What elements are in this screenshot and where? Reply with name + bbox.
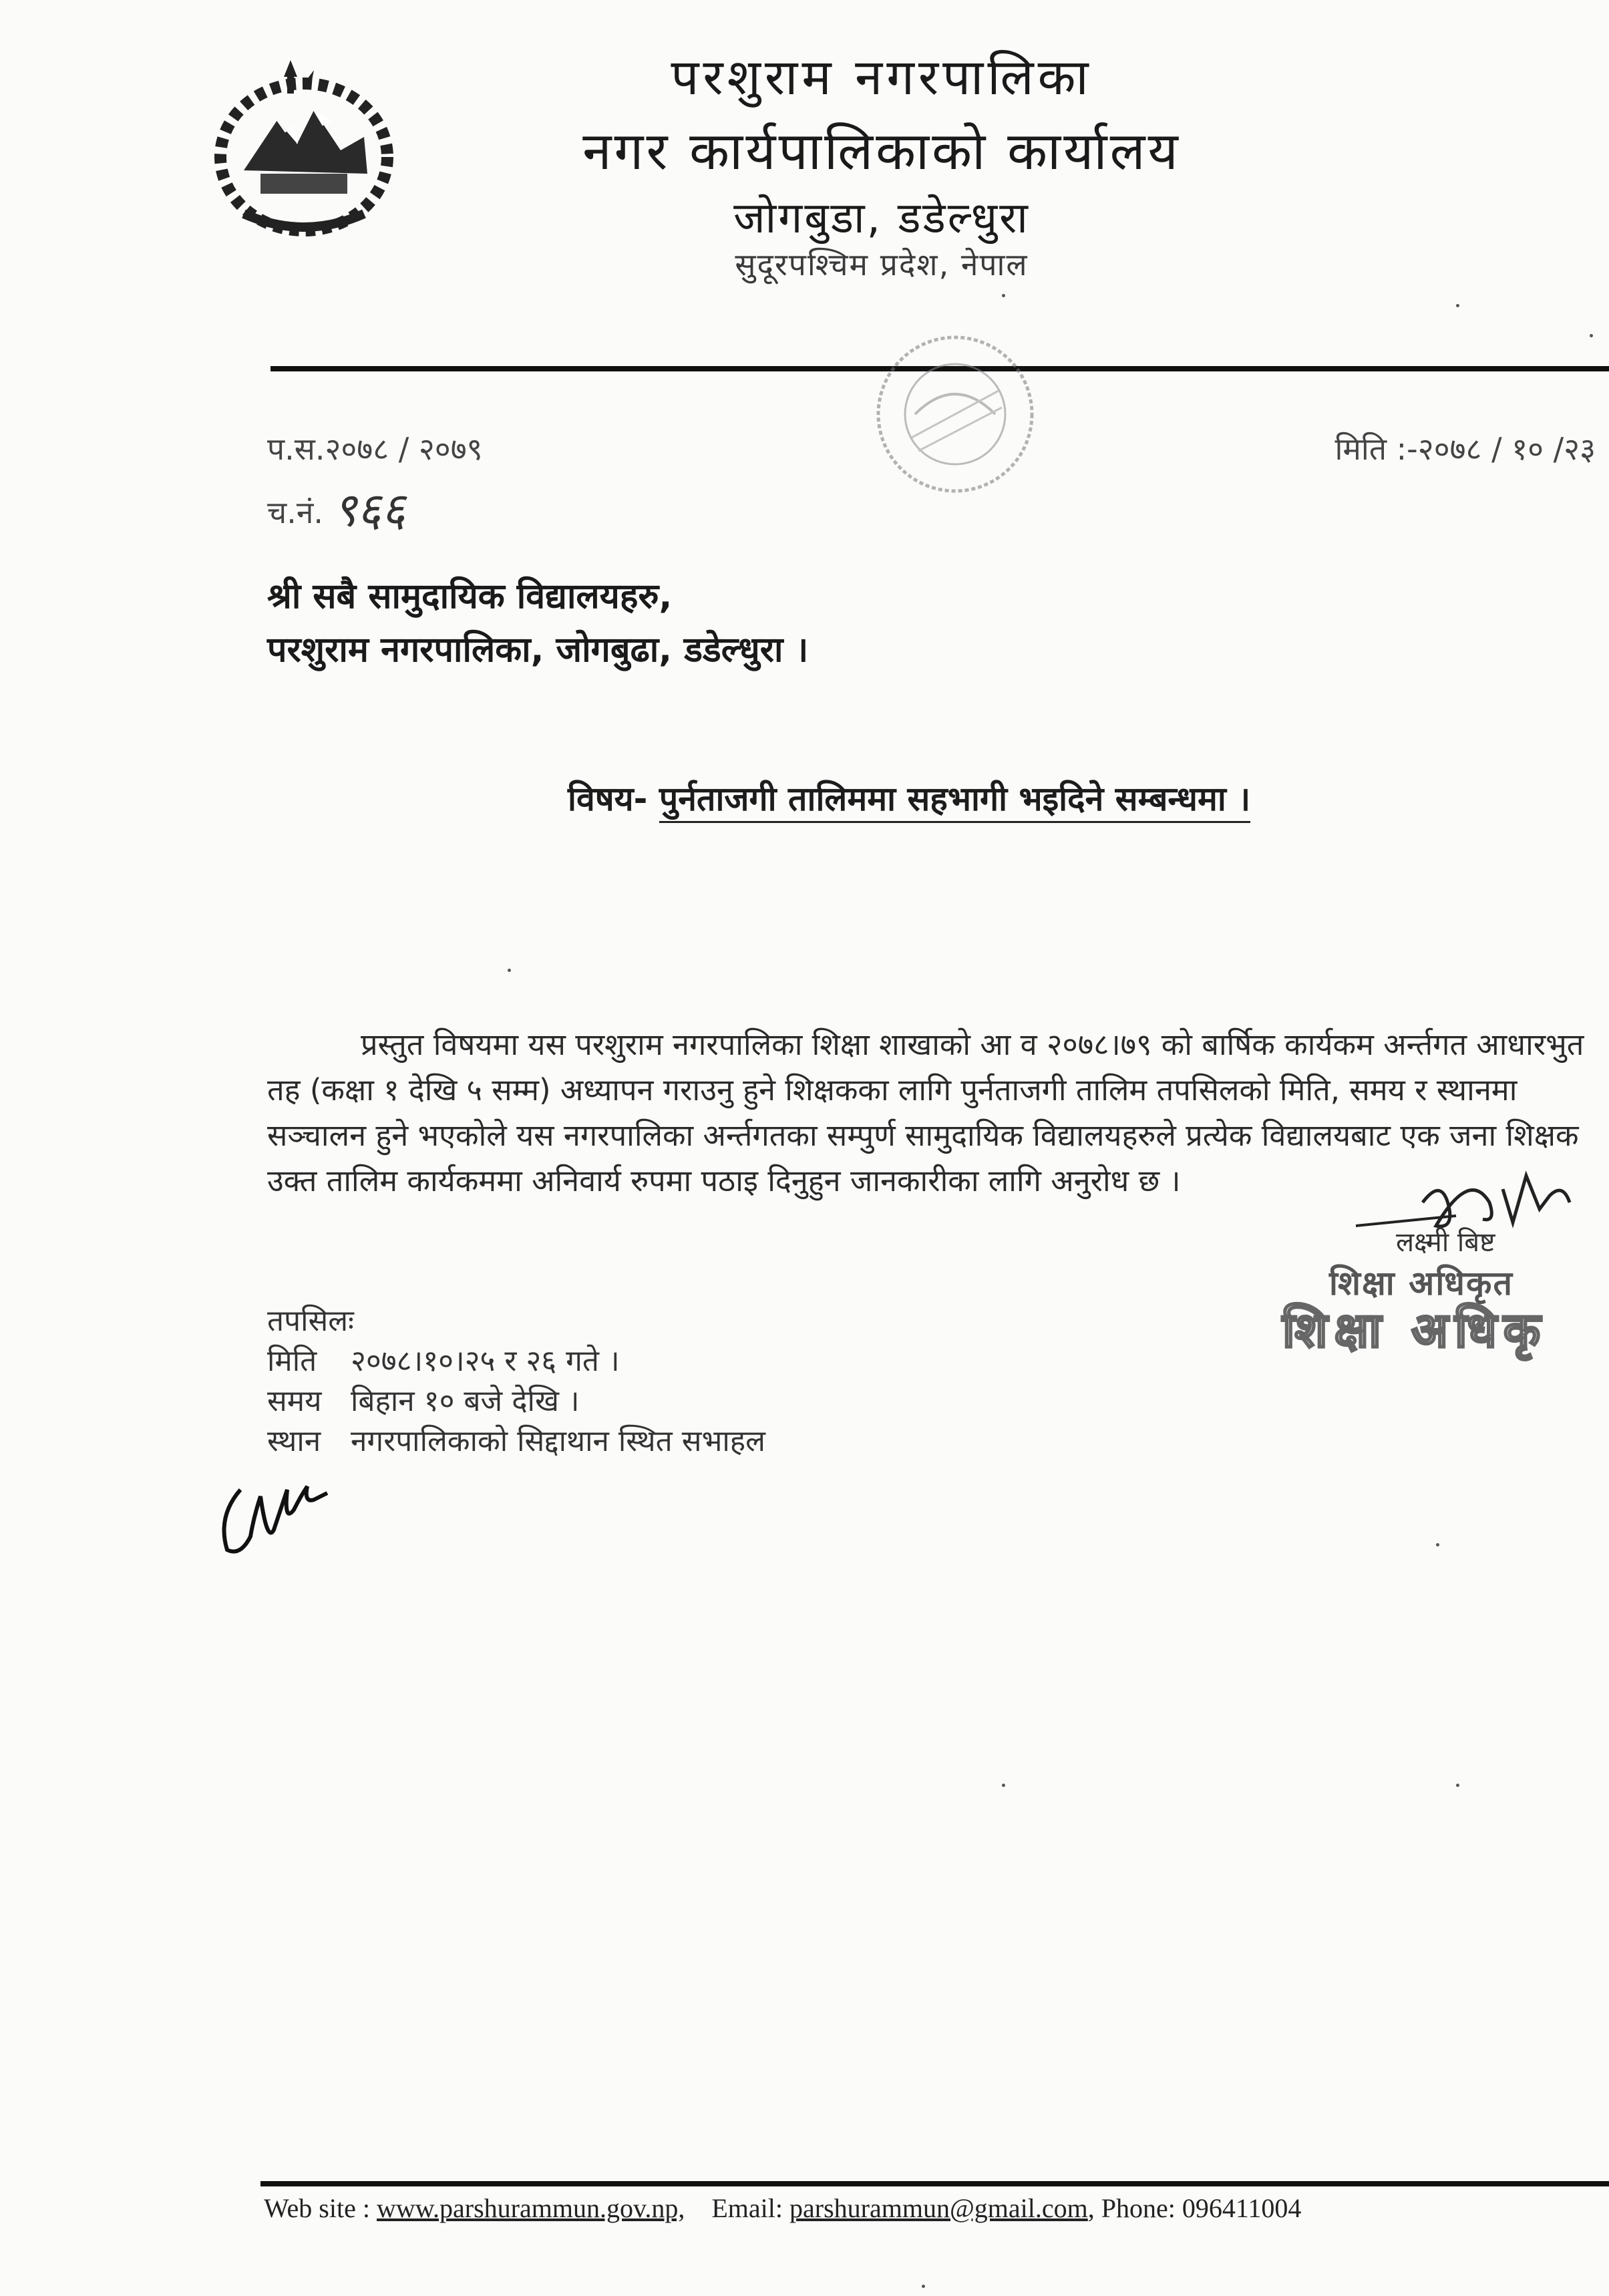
details-title: तपसिलः — [267, 1304, 354, 1338]
office-location: जोगबुडा, डडेल्धुरा — [733, 194, 1030, 243]
subject-label: विषय- — [568, 780, 648, 818]
office-province: सुदूरपश्चिम प्रदेश, नेपाल — [735, 247, 1029, 283]
email-link[interactable]: parshurammun@gmail.com — [789, 2193, 1088, 2223]
details-row-venue — [267, 1420, 765, 1460]
office-name: परशुराम नगरपालिका — [671, 49, 1093, 106]
footer-contact — [264, 2192, 1301, 2224]
dispatch-number — [267, 476, 405, 540]
designation-stamp: शिक्षा अधिकृ — [1282, 1302, 1548, 1358]
fiscal-year-ref: प.स.२०७८ / २०७९ — [267, 431, 483, 467]
recipient-line-1: श्री सबै सामुदायिक विद्यालयहरु, — [267, 577, 673, 617]
details-value: २०७८।१०।२५ र २६ गते । — [351, 1344, 620, 1378]
details-row-date — [267, 1339, 620, 1379]
office-seal-stamp-icon — [848, 314, 1062, 514]
office-subtitle: नगर कार्यपालिकाको कार्यालय — [582, 122, 1181, 182]
letter-date: मिति :-२०७८ / १० /२३ — [1334, 431, 1596, 467]
letter-body-text: प्रस्तुत विषयमा यस परशुराम नगरपालिका शिक्षा शाखाको आ व २०७८।७९ को बार्षिक कार्यकम अर्न्तगत आधारभुत तह (कक्षा १ देखि ५ सम्म) अध्यापन गराउनु हुने शिक्षकका लागि पुर्नताजगी तालिम तपसिलको मिति, समय र स्थानमा सञ्चालन हुने भएकोले यस नगरपालिका अर्न्तगतका सम्पुर्ण सामुदायिक विद्यालयहरुले प्रत्येक विद्यालयबाट एक जना शिक्षक उक्त तालिम कार्यकममा अनिवार्य रुपमा पठाइ दिनुहुन जानकारीका लागि अनुरोध छ । — [267, 1027, 1584, 1198]
subject-text: पुर्नताजगी तालिममा सहभागी भइदिने सम्बन्धमा । — [659, 780, 1250, 823]
details-value: बिहान १० बजे देखि । — [351, 1384, 580, 1418]
subject-line — [568, 775, 1250, 820]
website-link[interactable]: www.parshurammun.gov.np, — [376, 2193, 685, 2223]
signatory-name: लक्ष्मी बिष्ट — [1396, 1227, 1495, 1258]
details-value: नगरपालिकाको सिद्दाथान स्थित सभाहल — [351, 1424, 765, 1458]
phone-number: , Phone: 096411004 — [1087, 2193, 1302, 2223]
initials-signature-icon — [214, 1463, 341, 1563]
scan-speck — [922, 2285, 925, 2288]
recipient-line-2: परशुराम नगरपालिका, जोगबुढा, डडेल्धुरा । — [267, 630, 809, 670]
scan-speck — [1436, 1543, 1439, 1546]
scan-speck — [508, 969, 511, 972]
dispatch-number-label: च.नं. — [267, 494, 323, 530]
email-label: Email: — [711, 2193, 783, 2223]
details-label: स्थान — [267, 1424, 321, 1458]
website-label: Web site : — [264, 2193, 370, 2223]
scan-speck — [1456, 1784, 1459, 1787]
nepal-emblem-icon — [197, 57, 411, 244]
dispatch-number-value: ९६६ — [332, 482, 406, 537]
scan-speck — [1456, 304, 1459, 307]
scan-speck — [1590, 334, 1593, 337]
scan-speck — [1002, 1784, 1005, 1787]
footer-divider — [260, 2181, 1609, 2186]
details-label: समय — [267, 1384, 322, 1418]
scan-speck — [1002, 294, 1005, 297]
details-label: मिति — [267, 1344, 317, 1378]
signatory-title: शिक्षा अधिकृत — [1329, 1264, 1513, 1303]
details-row-time — [267, 1379, 580, 1420]
